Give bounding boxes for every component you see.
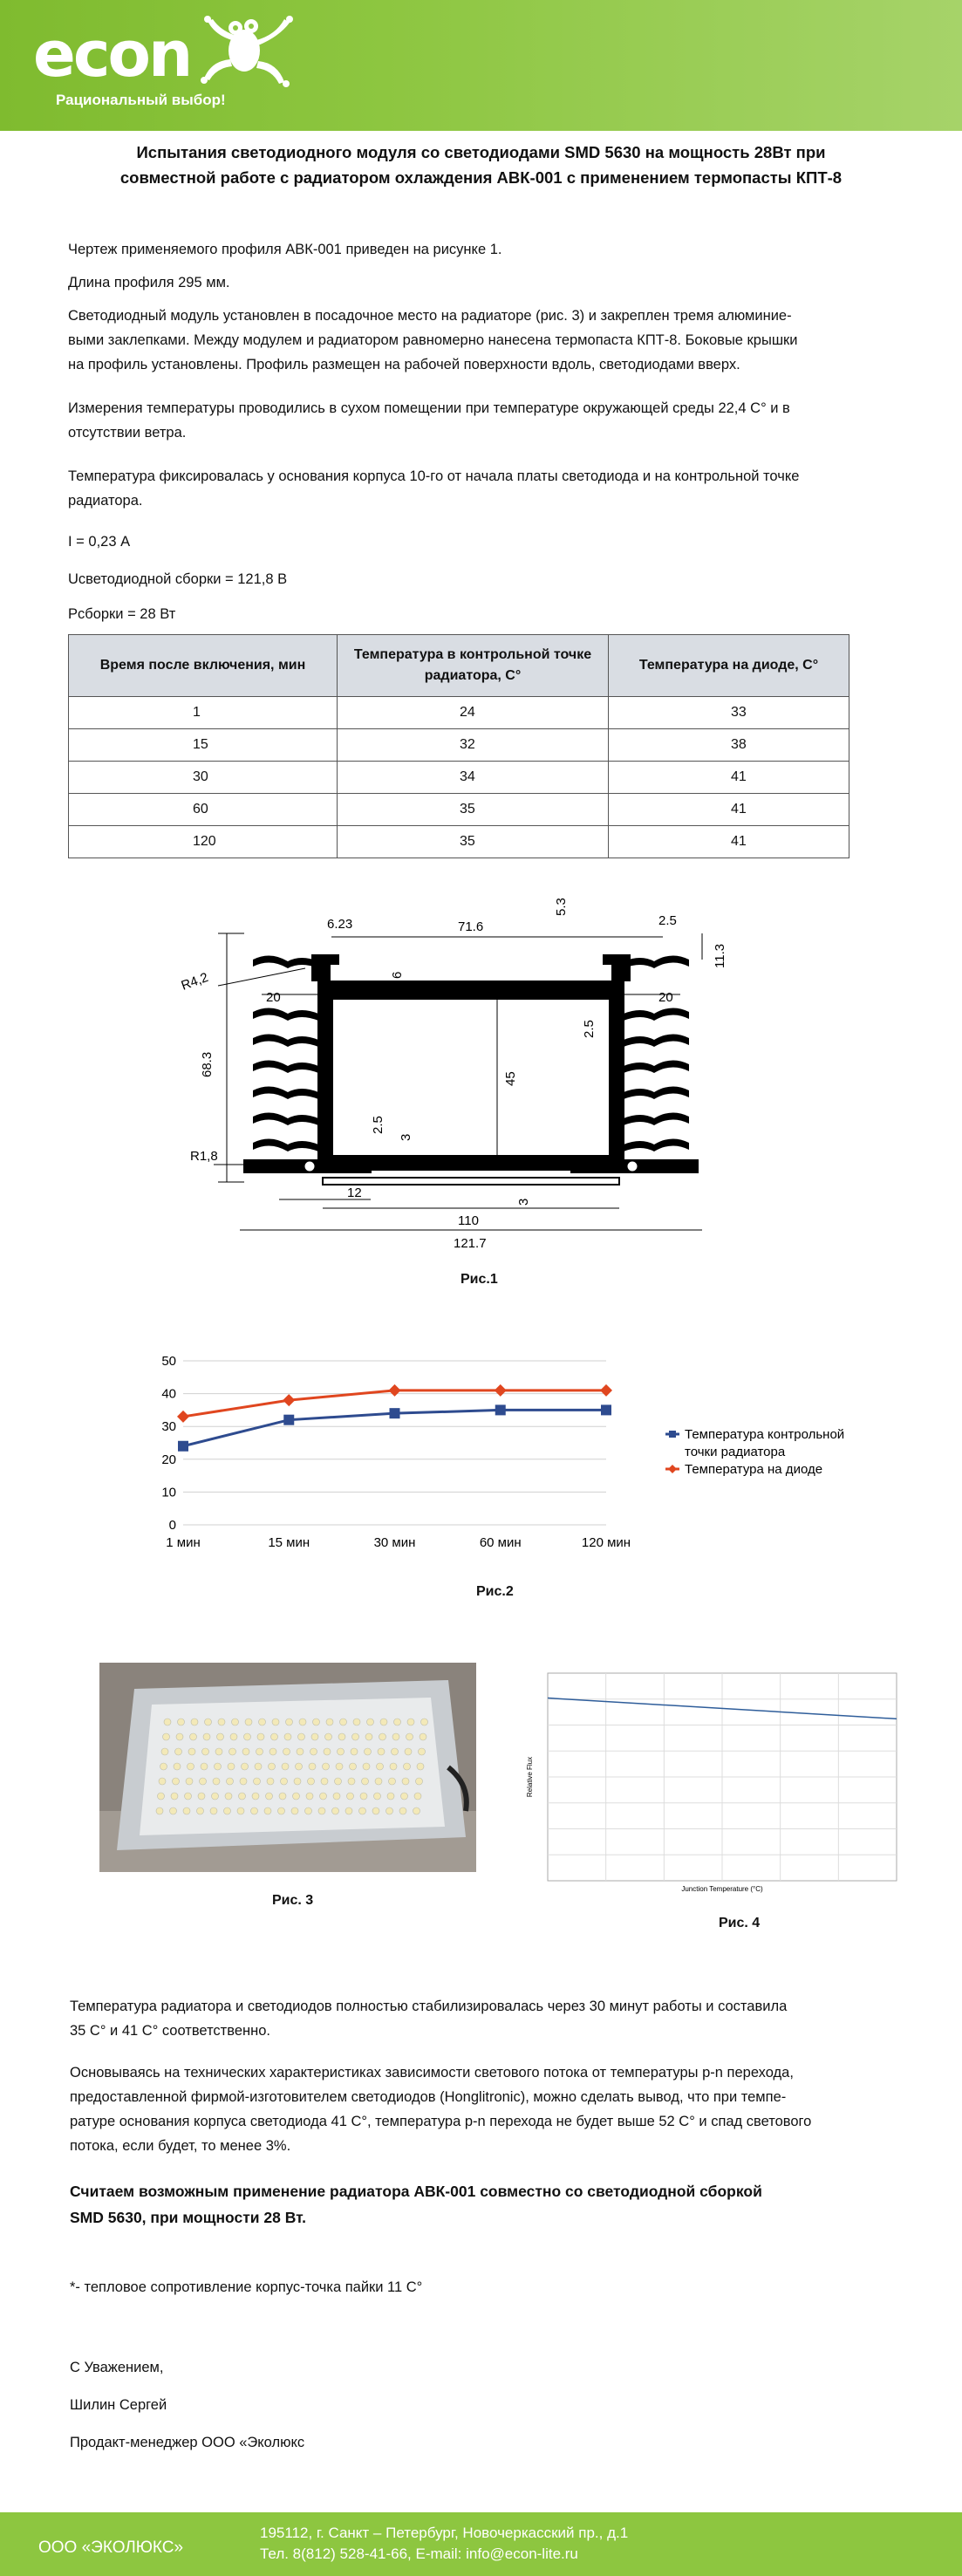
- text-line: радиатора.: [68, 493, 143, 509]
- led-dot: [348, 1778, 355, 1785]
- power-value: Рсборки = 28 Вт: [68, 606, 176, 622]
- header-banner: [0, 0, 962, 131]
- led-dot: [229, 1748, 236, 1755]
- led-dot: [188, 1748, 195, 1755]
- dim-label: 2.5: [582, 1020, 597, 1038]
- led-dot: [335, 1778, 342, 1785]
- voltage-value: Uсветодиодной сборки = 121,8 В: [68, 571, 288, 587]
- table-cell: 41: [609, 762, 849, 794]
- led-dot: [291, 1807, 298, 1814]
- dim-label: 68.3: [200, 1051, 215, 1077]
- paragraph: [68, 304, 898, 377]
- led-dot: [252, 1793, 259, 1800]
- data-point: [600, 1384, 612, 1397]
- led-dot: [215, 1748, 222, 1755]
- legend-marker: [669, 1431, 676, 1438]
- led-dot: [171, 1793, 178, 1800]
- dim-label: 2.5: [658, 913, 677, 928]
- led-dot: [255, 1763, 262, 1770]
- y-tick-label: 50: [161, 1354, 176, 1369]
- paragraph: Длина профиля 295 мм.: [68, 275, 230, 290]
- led-dot: [406, 1733, 413, 1740]
- led-dot: [413, 1807, 420, 1814]
- led-dot: [269, 1763, 276, 1770]
- led-dot: [202, 1748, 209, 1755]
- led-dot: [215, 1763, 222, 1770]
- led-dot: [175, 1748, 182, 1755]
- led-dot: [326, 1718, 333, 1725]
- led-dot: [310, 1748, 317, 1755]
- paragraph: [68, 464, 898, 513]
- led-dot: [359, 1807, 366, 1814]
- table-cell: 15: [69, 729, 338, 762]
- data-point: [390, 1408, 400, 1418]
- footer-bar: [0, 2512, 962, 2576]
- led-dot: [363, 1763, 370, 1770]
- led-dot: [244, 1733, 251, 1740]
- paragraph: [70, 1994, 903, 2043]
- led-dot: [240, 1778, 247, 1785]
- led-dot: [313, 1718, 320, 1725]
- y-tick-label: 0: [168, 1518, 176, 1533]
- text-line: Основываясь на технических характеристиках зависимости светового потока от температуры p-n перехода,: [70, 2065, 794, 2081]
- led-dot: [256, 1748, 263, 1755]
- led-dot: [414, 1793, 421, 1800]
- led-dot: [365, 1748, 372, 1755]
- text-line: Измерения температуры проводились в сухом помещении при температуре окружающей среды 22,4 С° и в: [68, 400, 790, 416]
- led-dot: [311, 1733, 318, 1740]
- led-dot: [239, 1793, 246, 1800]
- led-dot: [242, 1763, 249, 1770]
- led-dot: [340, 1718, 347, 1725]
- data-point: [177, 1411, 189, 1423]
- address-line: 195112, г. Санкт – Петербург, Новочеркасский пр., д.1: [260, 2525, 629, 2541]
- dim-label: 110: [458, 1213, 479, 1228]
- relative-flux-chart: [513, 1663, 905, 1894]
- led-dot: [176, 1733, 183, 1740]
- x-tick-label: 15 мин: [268, 1535, 310, 1550]
- led-dot: [324, 1748, 331, 1755]
- led-dot: [279, 1793, 286, 1800]
- led-dot: [308, 1778, 315, 1785]
- led-dot: [259, 1718, 266, 1725]
- led-dot: [218, 1718, 225, 1725]
- dim-label: 121.7: [454, 1236, 487, 1251]
- data-point: [283, 1394, 295, 1406]
- led-dot: [380, 1718, 387, 1725]
- text-line: SMD 5630, при мощности 28 Вт.: [70, 2209, 307, 2226]
- led-dot: [399, 1807, 406, 1814]
- data-point: [495, 1384, 507, 1397]
- table-cell: 38: [609, 729, 849, 762]
- text-line: Светодиодный модуль установлен в посадочное место на радиаторе (рис. 3) и закреплен тремя алюминие-: [68, 308, 792, 324]
- led-dot: [390, 1763, 397, 1770]
- contacts-line: Тел. 8(812) 528-41-66, E-mail: info@econ-lite.ru: [260, 2545, 578, 2562]
- led-dot: [245, 1718, 252, 1725]
- led-dot: [159, 1778, 166, 1785]
- figure-caption: Рис. 3: [272, 1893, 314, 1908]
- led-dot: [298, 1733, 305, 1740]
- led-dot: [377, 1763, 384, 1770]
- led-dot: [372, 1807, 379, 1814]
- led-dot: [305, 1807, 312, 1814]
- led-dot: [212, 1793, 219, 1800]
- table-row: [69, 794, 849, 826]
- led-dot: [367, 1718, 374, 1725]
- led-dot: [210, 1807, 217, 1814]
- led-dot: [269, 1748, 276, 1755]
- led-dot: [174, 1763, 181, 1770]
- led-dot: [163, 1733, 170, 1740]
- signature-position: Продакт-менеджер ООО «Эколюкс: [70, 2435, 305, 2450]
- signature-regards: С Уважением,: [70, 2360, 164, 2375]
- table-cell: 35: [338, 794, 609, 826]
- x-tick-label: 1 мин: [166, 1535, 201, 1550]
- title-line: Испытания светодиодного модуля со светодиодами SMD 5630 на мощность 28Вт при: [136, 143, 826, 161]
- led-dot: [173, 1778, 180, 1785]
- led-dot: [232, 1718, 239, 1725]
- led-dot: [378, 1748, 385, 1755]
- led-dot: [191, 1718, 198, 1725]
- led-dot: [242, 1748, 249, 1755]
- led-dot: [161, 1748, 168, 1755]
- column-header: Температура в контрольной точке радиатора, С°: [338, 635, 609, 697]
- text-line: Температура радиатора и светодиодов полностью стабилизировалась через 30 минут работы и составила: [70, 1999, 788, 2014]
- table-row: [69, 697, 849, 729]
- x-tick-label: 60 мин: [479, 1535, 522, 1550]
- led-dot: [225, 1793, 232, 1800]
- led-dot: [257, 1733, 264, 1740]
- text-line: отсутствии ветра.: [68, 425, 187, 441]
- led-dot: [227, 1778, 234, 1785]
- led-dot: [251, 1807, 258, 1814]
- table-header-row: [69, 635, 849, 697]
- led-dot: [402, 1778, 409, 1785]
- data-point: [178, 1441, 188, 1452]
- dim-label: 3: [399, 1133, 413, 1141]
- led-dot: [164, 1718, 171, 1725]
- econ-logo: [33, 19, 190, 89]
- led-dot: [200, 1778, 207, 1785]
- led-dot: [379, 1733, 386, 1740]
- led-dot: [389, 1778, 396, 1785]
- table-row: [69, 729, 849, 762]
- table-cell: 24: [338, 697, 609, 729]
- led-dot: [387, 1793, 394, 1800]
- footer-company: ООО «ЭКОЛЮКС»: [38, 2538, 184, 2557]
- led-dot: [158, 1793, 165, 1800]
- y-axis-label: Relative Flux: [526, 1756, 534, 1798]
- dim-label: R1,8: [190, 1149, 218, 1164]
- y-tick-label: 30: [161, 1419, 176, 1435]
- dim-label: 2.5: [371, 1116, 385, 1134]
- led-dot: [347, 1793, 354, 1800]
- text-line: ратуре основания корпуса светодиода 41 С°, температура p-n перехода не будет выше 52 С° и спад светового: [70, 2114, 812, 2129]
- figure-caption: Рис.1: [461, 1272, 498, 1287]
- table-cell: 120: [69, 826, 338, 858]
- led-dot: [405, 1748, 412, 1755]
- led-dot: [230, 1733, 237, 1740]
- profile-drawing: [157, 881, 750, 1256]
- led-dot: [178, 1718, 185, 1725]
- table-cell: 33: [609, 697, 849, 729]
- dim-label: 6.23: [327, 917, 353, 932]
- led-dot: [293, 1793, 300, 1800]
- x-tick-label: 30 мин: [373, 1535, 416, 1550]
- dim-label: 11.3: [713, 943, 727, 968]
- led-dot: [323, 1763, 330, 1770]
- footnote: *- тепловое сопротивление корпус-точка пайки 11 С°: [70, 2279, 423, 2295]
- led-dot: [332, 1807, 339, 1814]
- profile-left-wall: [318, 981, 332, 1170]
- document-title: [52, 140, 910, 190]
- led-dot: [213, 1778, 220, 1785]
- led-dot: [183, 1807, 190, 1814]
- led-dot: [416, 1778, 423, 1785]
- led-dot: [205, 1718, 212, 1725]
- led-dot: [160, 1763, 167, 1770]
- led-dot: [338, 1733, 345, 1740]
- led-dot: [203, 1733, 210, 1740]
- footer-address: [260, 2523, 628, 2565]
- led-dot: [374, 1793, 381, 1800]
- led-dot: [237, 1807, 244, 1814]
- paragraph: Чертеж применяемого профиля АВК-001 приведен на рисунке 1.: [68, 242, 502, 257]
- led-dot: [420, 1733, 426, 1740]
- led-dot: [283, 1748, 290, 1755]
- figure-caption: Рис.2: [476, 1584, 514, 1599]
- led-dot: [362, 1778, 369, 1785]
- dim-label: 6: [390, 971, 405, 979]
- paragraph: [68, 396, 898, 445]
- table-cell: 34: [338, 762, 609, 794]
- led-dot: [394, 1718, 401, 1725]
- table-cell: 35: [338, 826, 609, 858]
- led-dot: [299, 1718, 306, 1725]
- text-line: предоставленной фирмой-изготовителем светодиодов (Honglitronic), можно сделать вывод, что при темпе-: [70, 2089, 787, 2105]
- column-header: Время после включения, мин: [69, 635, 338, 697]
- led-dot: [338, 1748, 345, 1755]
- text-line: выми заклепками. Между модулем и радиатором равномерно нанесена термопаста КПТ-8. Боковые крышки: [68, 332, 798, 348]
- led-dot: [267, 1778, 274, 1785]
- data-point: [601, 1404, 611, 1415]
- led-dot: [325, 1733, 332, 1740]
- led-dot: [278, 1807, 285, 1814]
- led-dot: [419, 1748, 426, 1755]
- paragraph: [70, 2060, 903, 2158]
- x-tick-label: 120 мин: [581, 1535, 631, 1550]
- led-dot: [320, 1793, 327, 1800]
- profile-top-plate: [323, 981, 619, 999]
- led-dot: [217, 1733, 224, 1740]
- logo-text: econ: [33, 17, 191, 91]
- led-dot: [190, 1733, 197, 1740]
- current-value: I = 0,23 А: [68, 534, 131, 550]
- led-dot: [271, 1733, 278, 1740]
- led-dot: [188, 1763, 194, 1770]
- data-point: [283, 1415, 294, 1425]
- table-cell: 30: [69, 762, 338, 794]
- column-header: Температура на диоде, С°: [609, 635, 849, 697]
- figure-caption: Рис. 4: [719, 1916, 761, 1930]
- led-dot: [336, 1763, 343, 1770]
- led-dot: [170, 1807, 177, 1814]
- led-dot: [228, 1763, 235, 1770]
- table-cell: 41: [609, 794, 849, 826]
- dim-label: 12: [347, 1186, 362, 1200]
- led-dot: [392, 1748, 399, 1755]
- dim-label: 20: [658, 990, 673, 1005]
- led-dot: [386, 1807, 393, 1814]
- led-dot: [201, 1763, 208, 1770]
- led-dot: [353, 1718, 360, 1725]
- y-tick-label: 40: [161, 1386, 176, 1402]
- led-dot: [365, 1733, 372, 1740]
- text-line: Считаем возможным применение радиатора АВК-001 совместно со светодиодной сборкой: [70, 2183, 762, 2200]
- slogan: Рациональный выбор!: [56, 92, 226, 108]
- dim-label: 3: [516, 1198, 531, 1206]
- text-line: 35 С° и 41 С° соответственно.: [70, 2023, 270, 2039]
- led-dot: [281, 1778, 288, 1785]
- dim-label: 5.3: [554, 898, 569, 916]
- led-dot: [417, 1763, 424, 1770]
- led-dot: [352, 1733, 359, 1740]
- title-line: совместной работе с радиатором охлаждения АВК-001 с применением термопасты КПТ-8: [119, 168, 843, 187]
- x-axis-label: Junction Temperature (°C): [681, 1885, 763, 1893]
- led-dot: [296, 1763, 303, 1770]
- led-dot: [421, 1718, 428, 1725]
- led-dot: [392, 1733, 399, 1740]
- led-dot: [266, 1793, 273, 1800]
- conclusion-statement: [70, 2178, 903, 2231]
- table-cell: 1: [69, 697, 338, 729]
- table-row: [69, 826, 849, 858]
- led-dot: [333, 1793, 340, 1800]
- data-point: [495, 1404, 506, 1415]
- frog-logo-icon: [194, 9, 298, 96]
- table-cell: 32: [338, 729, 609, 762]
- led-dot: [401, 1793, 408, 1800]
- y-tick-label: 10: [161, 1485, 176, 1500]
- dim-label: R4,2: [179, 969, 211, 994]
- led-dot: [264, 1807, 271, 1814]
- profile-right-wall: [610, 981, 624, 1170]
- led-dot: [351, 1748, 358, 1755]
- led-dot: [404, 1763, 411, 1770]
- led-dot: [224, 1807, 231, 1814]
- legend-label: Температура на диоде: [685, 1462, 823, 1477]
- led-dot: [318, 1807, 325, 1814]
- led-dot: [306, 1793, 313, 1800]
- dim-label: 20: [266, 990, 281, 1005]
- table-cell: 60: [69, 794, 338, 826]
- dim-label: 71.6: [458, 919, 484, 934]
- dimension-labels: [180, 898, 727, 1251]
- led-dot: [286, 1718, 293, 1725]
- dim-label: 45: [503, 1071, 518, 1086]
- led-dot: [309, 1763, 316, 1770]
- text-line: потока, если будет, то менее 3%.: [70, 2138, 291, 2154]
- data-point: [389, 1384, 401, 1397]
- led-dot: [360, 1793, 367, 1800]
- legend-marker: [668, 1465, 677, 1473]
- led-dot: [185, 1793, 192, 1800]
- led-dot: [197, 1807, 204, 1814]
- led-dot: [345, 1807, 352, 1814]
- led-dot: [407, 1718, 414, 1725]
- led-dot: [282, 1763, 289, 1770]
- led-dot: [321, 1778, 328, 1785]
- table-row: [69, 762, 849, 794]
- led-dot: [272, 1718, 279, 1725]
- led-dot: [350, 1763, 357, 1770]
- led-dot: [375, 1778, 382, 1785]
- led-dot: [294, 1778, 301, 1785]
- temperature-chart: [140, 1350, 924, 1564]
- led-dot: [254, 1778, 261, 1785]
- led-dot: [156, 1807, 163, 1814]
- led-module-photo: [99, 1663, 476, 1872]
- results-table: [68, 634, 849, 858]
- table-cell: 41: [609, 826, 849, 858]
- led-dot: [186, 1778, 193, 1785]
- text-line: Температура фиксировалась у основания корпуса 10-го от начала платы светодиода и на контрольной точке: [68, 468, 800, 484]
- text-line: на профиль установлены. Профиль размещен на рабочей поверхности вдоль, светодиодами вверх.: [68, 357, 740, 372]
- y-tick-label: 20: [161, 1452, 176, 1467]
- led-dot: [198, 1793, 205, 1800]
- signature-name: Шилин Сергей: [70, 2397, 167, 2413]
- legend-label: Температура контрольной точки радиатора: [685, 1427, 845, 1459]
- led-dot: [284, 1733, 291, 1740]
- led-dot: [297, 1748, 304, 1755]
